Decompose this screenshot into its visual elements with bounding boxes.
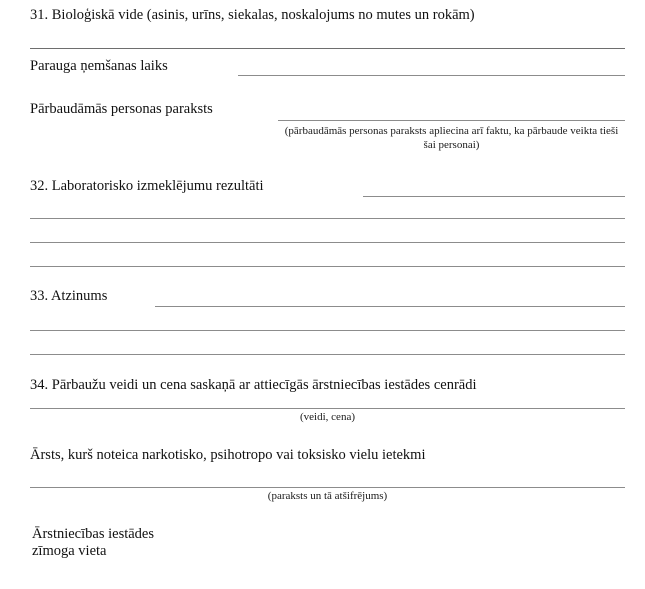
section-32-field-rule-3 [30,242,625,243]
stamp-area-line-2: zīmoga vieta [32,543,107,559]
doctor-signature-rule [30,487,625,488]
section-34-caption: (veidi, cena) [300,411,355,423]
sample-time-field-rule [238,75,625,76]
sample-time-label: Parauga ņemšanas laiks [30,58,168,74]
section-34-heading: 34. Pārbaužu veidi un cena saskaņā ar attiecīgās ārstniecības iestādes cenrādi [30,377,477,393]
section-32-field-rule-1 [363,196,625,197]
section-32-field-rule-4 [30,266,625,267]
section-33-field-rule-1 [155,306,625,307]
section-31-heading: 31. Bioloģiskā vide (asinis, urīns, siekalas, noskalojums no mutes un rokām) [30,7,475,23]
doctor-signature-caption: (paraksts un tā atšifrējums) [267,490,388,502]
person-signature-label: Pārbaudāmās personas paraksts [30,101,213,117]
section-34-field-rule [30,408,625,409]
rule-under-section-31-heading [30,48,625,49]
person-signature-field-rule [278,120,625,121]
section-33-field-rule-3 [30,354,625,355]
section-32-field-rule-2 [30,218,625,219]
doctor-label: Ārsts, kurš noteica narkotisko, psihotropo vai toksisko vielu ietekmi [30,447,426,463]
section-33-field-rule-2 [30,330,625,331]
person-signature-caption: (pārbaudāmās personas paraksts apliecina arī faktu, ka pārbaude veikta tieši šai personai) [284,125,619,151]
stamp-area-line-1: Ārstniecības iestādes [32,526,155,542]
section-32-heading: 32. Laboratorisko izmeklējumu rezultāti [30,178,264,194]
section-33-heading: 33. Atzinums [30,288,108,304]
